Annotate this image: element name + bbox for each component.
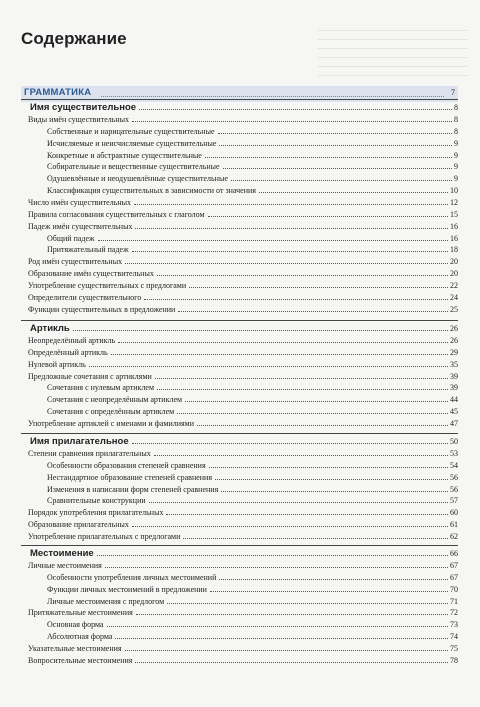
page-number: 61 xyxy=(450,520,458,530)
toc-entry[interactable] xyxy=(21,394,458,406)
entry-title: Абсолютная форма xyxy=(47,632,113,642)
entry-title: Исчисляемые и неисчисляемые существительные xyxy=(47,138,217,148)
page-number: 15 xyxy=(450,209,458,219)
leader-dots xyxy=(157,275,448,276)
toc-entry[interactable] xyxy=(21,268,458,280)
leader-dots xyxy=(97,555,448,556)
chapter-rule xyxy=(21,320,458,321)
page-number: 73 xyxy=(450,620,458,630)
chapter-rule xyxy=(21,545,458,546)
toc-entry[interactable] xyxy=(21,655,458,667)
leader-dots xyxy=(111,354,448,355)
entry-title: Функции личных местоимений в предложении xyxy=(47,584,207,594)
leader-dots xyxy=(135,662,448,663)
entry-title: Сочетания с неопределённым артиклем xyxy=(47,395,183,405)
entry-title: Употребление артиклей с именами и фамилиями xyxy=(28,418,195,428)
leader-dots xyxy=(219,145,452,146)
leader-dots xyxy=(183,538,448,539)
page-title: Содержание xyxy=(21,29,127,48)
toc-entry[interactable] xyxy=(21,531,458,543)
chapter-title: Артикль xyxy=(30,323,70,334)
leader-dots xyxy=(132,526,448,527)
page-number: 75 xyxy=(450,643,458,653)
entry-title: Нестандартное образование степеней сравнения xyxy=(47,472,213,482)
chapter-title: Имя прилагательное xyxy=(30,436,129,447)
entry-title: Определённый артикль xyxy=(28,347,108,357)
leader-dots xyxy=(205,157,452,158)
entry-title: Основная форма xyxy=(47,620,104,630)
toc-entry[interactable] xyxy=(21,596,458,608)
entry-title: Классификация существительных в зависимости от значения xyxy=(47,186,256,196)
toc-entry[interactable] xyxy=(21,418,458,430)
page-number: 16 xyxy=(450,221,458,231)
page-number: 9 xyxy=(454,162,458,172)
page-number: 57 xyxy=(450,496,458,506)
chapter-rule xyxy=(21,433,458,434)
leader-dots xyxy=(221,491,448,492)
page-number: 60 xyxy=(450,508,458,518)
toc-entry[interactable] xyxy=(21,495,458,507)
toc-entry[interactable] xyxy=(21,304,458,316)
entry-title: Конкретные и абстрактные существительные xyxy=(47,150,202,160)
chapter-row[interactable] xyxy=(21,101,458,115)
page-number: 10 xyxy=(450,186,458,196)
chapter-title: Местоимение xyxy=(30,548,94,559)
page-number: 26 xyxy=(450,324,458,333)
leader-dots xyxy=(73,330,448,331)
leader-dots xyxy=(132,251,448,252)
page-number: 25 xyxy=(450,304,458,314)
entry-title: Собирательные и вещественные существительные xyxy=(47,162,220,172)
page-number: 56 xyxy=(450,472,458,482)
entry-title: Сочетания с нулевым артиклем xyxy=(47,383,155,393)
entry-title: Одушевлённые и неодушевлённые существительные xyxy=(47,174,228,184)
toc-entry[interactable] xyxy=(21,572,458,584)
page-number: 39 xyxy=(450,383,458,393)
leader-dots xyxy=(209,467,448,468)
chapter-row[interactable] xyxy=(21,322,458,336)
leader-dots xyxy=(215,479,448,480)
entry-title: Виды имён существительных xyxy=(28,115,130,124)
page-number: 8 xyxy=(454,115,458,124)
toc-entry[interactable] xyxy=(21,233,458,245)
page-number: 29 xyxy=(450,347,458,357)
chapter-rule xyxy=(21,99,458,100)
entry-title: Образование имён существительных xyxy=(28,269,154,279)
entry-title: Определители существительного xyxy=(28,292,142,302)
page-number: 45 xyxy=(450,407,458,417)
page-number: 53 xyxy=(450,449,458,458)
table-of-contents xyxy=(21,0,458,707)
toc-entry[interactable] xyxy=(21,138,458,150)
toc-entry[interactable] xyxy=(21,244,458,256)
entry-title: Число имён существительных xyxy=(28,197,132,207)
entry-title: Порядок употребления прилагательных xyxy=(28,508,164,518)
leader-dots xyxy=(166,514,448,515)
page-number: 16 xyxy=(450,233,458,243)
entry-title: Употребление прилагательных с предлогами xyxy=(28,531,181,541)
page-number: 67 xyxy=(450,572,458,582)
page-number: 62 xyxy=(450,531,458,541)
leader-dots xyxy=(125,650,448,651)
leader-dots xyxy=(139,109,452,110)
leader-dots xyxy=(144,299,448,300)
leader-dots xyxy=(155,378,448,379)
page-number: 24 xyxy=(450,292,458,302)
leader-dots xyxy=(197,425,448,426)
toc-entry[interactable] xyxy=(21,382,458,394)
leader-dots xyxy=(132,443,448,444)
page-number: 9 xyxy=(454,138,458,148)
page-number: 67 xyxy=(450,561,458,570)
toc-entry[interactable] xyxy=(21,507,458,519)
leader-dots xyxy=(132,121,452,122)
page-number: 44 xyxy=(450,395,458,405)
toc-entry[interactable] xyxy=(21,560,458,572)
section-page-number: 7 xyxy=(451,88,455,97)
leader-dots xyxy=(185,401,448,402)
entry-title: Сравнительные конструкции xyxy=(47,496,146,506)
page-number: 72 xyxy=(450,608,458,618)
toc-entry[interactable] xyxy=(21,584,458,596)
leader-dots xyxy=(231,180,452,181)
entry-title: Сочетания с определённым артиклем xyxy=(47,407,175,417)
toc-entry[interactable] xyxy=(21,607,458,619)
page-number: 18 xyxy=(450,245,458,255)
entry-title: Неопределённый артикль xyxy=(28,336,116,345)
entry-title: Степени сравнения прилагательных xyxy=(28,449,151,458)
leader-dots xyxy=(208,216,448,217)
leader-dots xyxy=(105,567,448,568)
toc-entry[interactable] xyxy=(21,519,458,531)
toc-entry[interactable] xyxy=(21,173,458,185)
entry-title: Правила согласования существительных с глаголом xyxy=(28,209,205,219)
chapter-row[interactable] xyxy=(21,547,458,561)
leader-dots xyxy=(136,614,448,615)
leader-dots xyxy=(89,366,448,367)
leader-dots xyxy=(189,287,448,288)
leader-dots xyxy=(259,192,448,193)
leader-dots xyxy=(125,263,448,264)
leader-dots xyxy=(134,204,448,205)
leader-dots xyxy=(115,638,448,639)
page-number: 9 xyxy=(454,174,458,184)
entry-title: Особенности образования степеней сравнения xyxy=(47,460,206,470)
entry-title: Изменения в написании форм степеней сравнения xyxy=(47,484,219,494)
entry-title: Особенности употребления личных местоимений xyxy=(47,572,217,582)
toc-entry[interactable] xyxy=(21,619,458,631)
entry-title: Падеж имён существительных xyxy=(28,221,133,231)
page-number: 26 xyxy=(450,336,458,345)
page-number: 70 xyxy=(450,584,458,594)
chapter-title: Имя существительное xyxy=(30,102,137,113)
leader-dots xyxy=(178,311,448,312)
entry-title: Род имён существительных xyxy=(28,257,123,267)
leader-dots xyxy=(210,591,448,592)
leader-dots xyxy=(101,96,444,97)
leader-dots xyxy=(118,342,448,343)
toc-entry[interactable] xyxy=(21,472,458,484)
page-number: 71 xyxy=(450,596,458,606)
toc-entry[interactable] xyxy=(21,359,458,371)
toc-entry[interactable] xyxy=(21,335,458,347)
leader-dots xyxy=(219,579,448,580)
toc-entry[interactable] xyxy=(21,256,458,268)
leader-dots xyxy=(98,240,448,241)
leader-dots xyxy=(154,455,448,456)
leader-dots xyxy=(149,502,448,503)
page-number: 35 xyxy=(450,359,458,369)
entry-title: Нулевой артикль xyxy=(28,359,86,369)
page-number: 78 xyxy=(450,655,458,665)
page-number: 9 xyxy=(454,150,458,160)
section-title: ГРАММАТИКА xyxy=(24,87,92,98)
toc-entry[interactable] xyxy=(21,185,458,197)
page-number: 56 xyxy=(450,484,458,494)
page-number: 12 xyxy=(450,197,458,207)
leader-dots xyxy=(218,133,453,134)
toc-entry[interactable] xyxy=(21,406,458,418)
toc-entry[interactable] xyxy=(21,448,458,460)
toc-entry[interactable] xyxy=(21,292,458,304)
toc-entry[interactable] xyxy=(21,161,458,173)
page-number: 39 xyxy=(450,371,458,381)
page-number: 20 xyxy=(450,269,458,279)
chapter-row[interactable] xyxy=(21,435,458,449)
toc-entry[interactable] xyxy=(21,197,458,209)
page-number: 47 xyxy=(450,418,458,428)
entry-title: Употребление существительных с предлогами xyxy=(28,280,187,290)
page-number: 50 xyxy=(450,437,458,446)
leader-dots xyxy=(157,389,448,390)
page-number: 22 xyxy=(450,280,458,290)
toc-entry[interactable] xyxy=(21,371,458,383)
page-number: 74 xyxy=(450,632,458,642)
entry-title: Общий падеж xyxy=(47,233,95,243)
toc-entry[interactable] xyxy=(21,643,458,655)
entry-title: Личные местоимения xyxy=(28,561,102,570)
toc-entry[interactable] xyxy=(21,209,458,221)
entry-title: Образование прилагательных xyxy=(28,520,129,530)
toc-entry[interactable] xyxy=(21,460,458,472)
page-number: 20 xyxy=(450,257,458,267)
leader-dots xyxy=(177,413,448,414)
toc-entry[interactable] xyxy=(21,280,458,292)
entry-title: Указательные местоимения xyxy=(28,643,122,653)
leader-dots xyxy=(107,626,448,627)
page-number: 8 xyxy=(454,126,458,136)
entry-title: Притяжательные местоимения xyxy=(28,608,133,618)
page-number: 8 xyxy=(454,103,458,112)
page-number: 54 xyxy=(450,460,458,470)
page-number: 66 xyxy=(450,549,458,558)
leader-dots xyxy=(167,603,448,604)
leader-dots xyxy=(135,228,448,229)
toc-entry[interactable] xyxy=(21,150,458,162)
toc-entry[interactable] xyxy=(21,347,458,359)
entry-title: Собственные и нарицательные существительные xyxy=(47,126,215,136)
toc-entry[interactable] xyxy=(21,114,458,126)
entry-title: Личные местоимения с предлогом xyxy=(47,596,165,606)
entry-title: Предложные сочетания с артиклями xyxy=(28,371,152,381)
leader-dots xyxy=(223,168,452,169)
toc-entry[interactable] xyxy=(21,126,458,138)
entry-title: Вопросительные местоимения xyxy=(28,655,133,665)
toc-entry[interactable] xyxy=(21,484,458,496)
toc-entry[interactable] xyxy=(21,631,458,643)
toc-entry[interactable] xyxy=(21,221,458,233)
entry-title: Функции существительных в предложении xyxy=(28,304,176,314)
entry-title: Притяжательный падеж xyxy=(47,245,129,255)
